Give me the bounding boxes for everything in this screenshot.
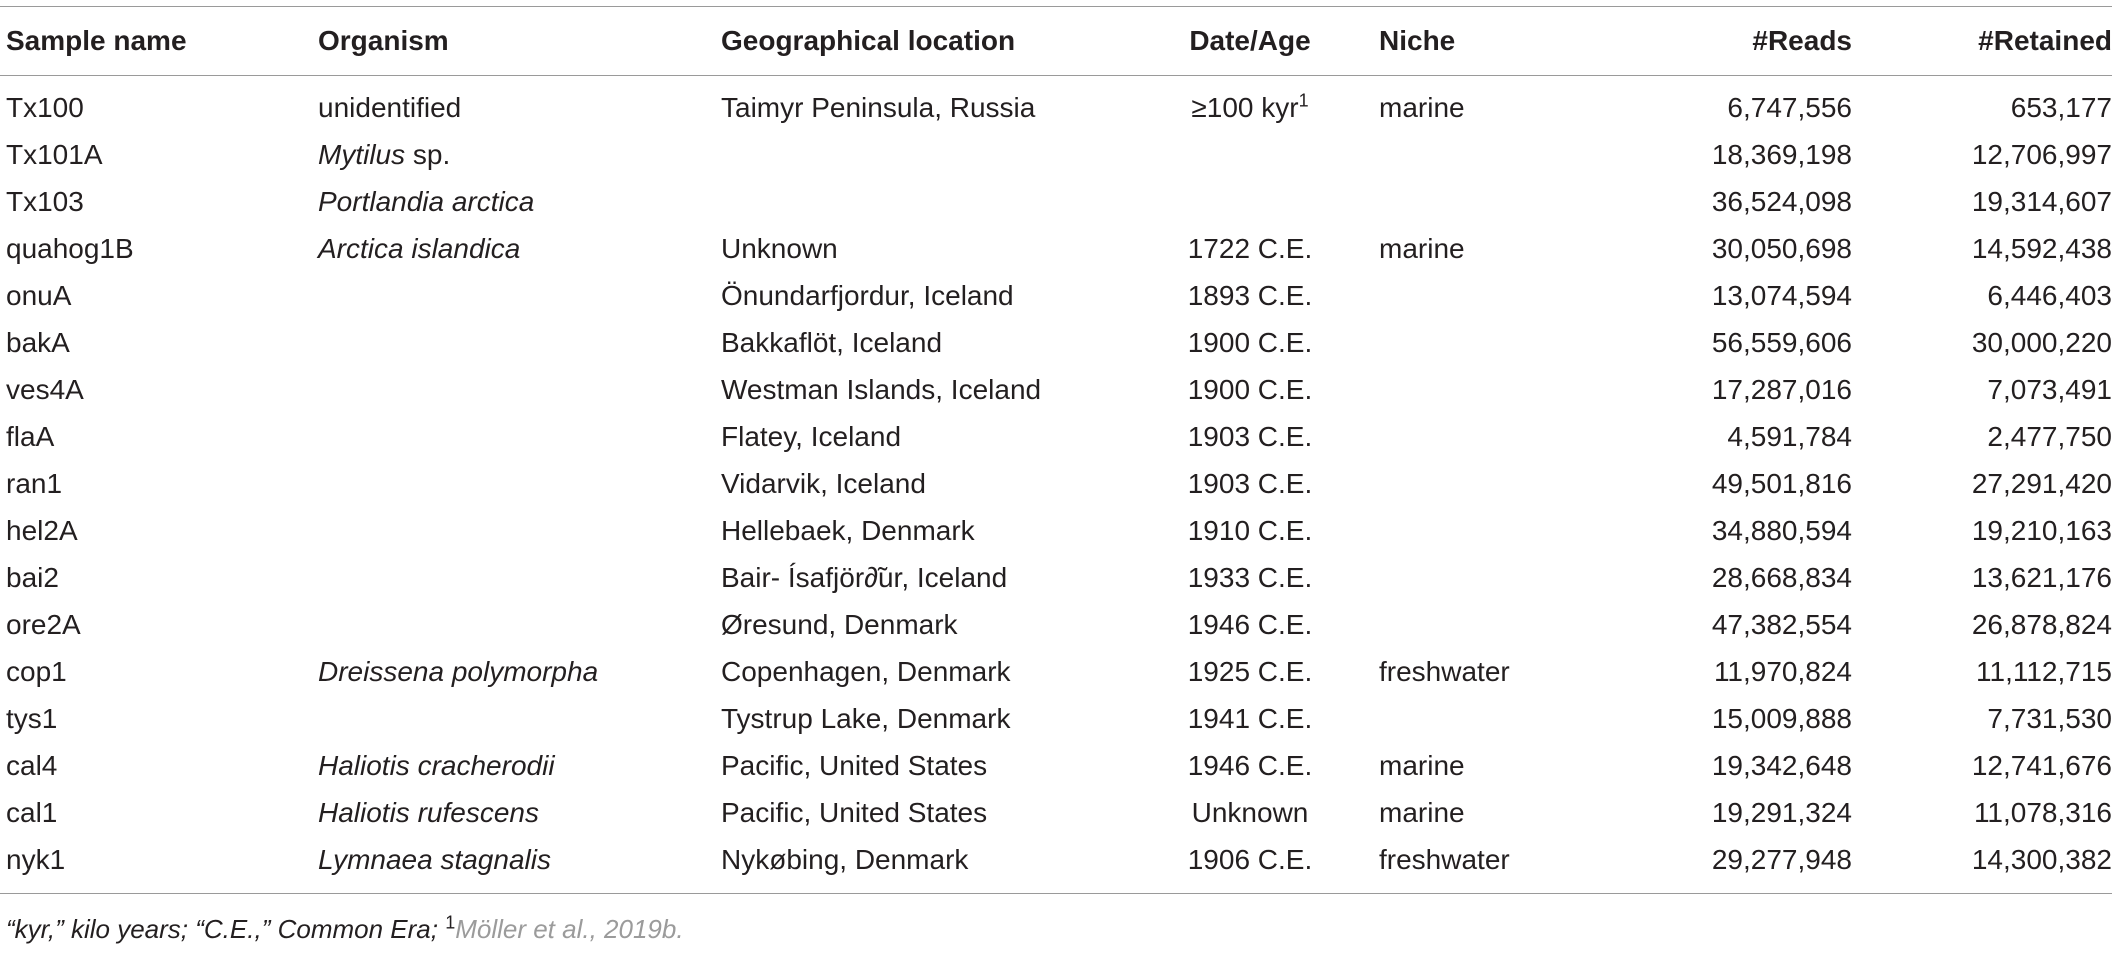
- cell-date: 1933 C.E.: [1187, 561, 1313, 593]
- cell-retained: 19,314,607: [1971, 185, 2112, 217]
- table-body: [0, 76, 2112, 894]
- header-sample-name: Sample name: [6, 25, 187, 56]
- header-geographical-location: Geographical location: [721, 25, 1016, 56]
- cell-sample-name: Tx103: [6, 185, 84, 217]
- header-niche: Niche: [1379, 25, 1456, 56]
- cell-sample-name: cal4: [6, 749, 58, 781]
- cell-retained: 11,078,316: [1973, 796, 2112, 828]
- cell-retained: 19,210,163: [1971, 514, 2112, 546]
- header-retained: #Retained: [1978, 25, 2112, 56]
- cell-location: Taimyr Peninsula, Russia: [721, 91, 1036, 123]
- cell-organism: [318, 272, 721, 319]
- cell-reads: 36,524,098: [1711, 185, 1852, 217]
- cell-date: 1903 C.E.: [1187, 420, 1313, 452]
- cell-reads: 13,074,594: [1711, 279, 1852, 311]
- footnote-marker: 1: [1298, 90, 1309, 111]
- cell-organism: [318, 413, 721, 460]
- cell-niche: [1379, 272, 1599, 319]
- cell-date: 1722 C.E.: [1187, 232, 1313, 264]
- table-row: [0, 131, 2112, 178]
- cell-niche: marine: [1379, 796, 1465, 828]
- cell-niche: [1379, 366, 1599, 413]
- cell-reads: 29,277,948: [1711, 843, 1852, 875]
- cell-date: 1903 C.E.: [1187, 467, 1313, 499]
- cell-retained: 13,621,176: [1971, 561, 2112, 593]
- cell-retained: 7,731,530: [1987, 702, 2112, 734]
- cell-sample-name: ran1: [6, 467, 63, 499]
- cell-date: 1900 C.E.: [1187, 373, 1313, 405]
- cell-sample-name: Tx101A: [6, 138, 103, 170]
- cell-location: Øresund, Denmark: [721, 608, 958, 640]
- cell-retained: 14,300,382: [1971, 843, 2112, 875]
- cell-location: [721, 131, 1121, 178]
- cell-reads: 49,501,816: [1711, 467, 1852, 499]
- cell-location: Bakkaflöt, Iceland: [721, 326, 943, 358]
- cell-organism: [318, 131, 721, 178]
- table-row: [0, 460, 2112, 507]
- cell-organism: [318, 319, 721, 366]
- cell-reads: 19,342,648: [1711, 749, 1852, 781]
- cell-date: [1121, 178, 1379, 225]
- cell-reads: 47,382,554: [1711, 608, 1852, 640]
- cell-niche: [1379, 319, 1599, 366]
- cell-retained: 14,592,438: [1971, 232, 2112, 264]
- cell-niche: [1379, 413, 1599, 460]
- cell-niche: [1379, 131, 1599, 178]
- cell-niche: freshwater: [1379, 655, 1510, 687]
- cell-organism: [318, 460, 721, 507]
- cell-reads: 56,559,606: [1711, 326, 1852, 358]
- cell-organism: Portlandia arctica: [318, 185, 535, 217]
- table-row: [0, 648, 2112, 695]
- cell-sample-name: quahog1B: [6, 232, 134, 264]
- cell-location: Hellebaek, Denmark: [721, 514, 975, 546]
- table-row: [0, 742, 2112, 789]
- table-row: [0, 554, 2112, 601]
- cell-location: Nykøbing, Denmark: [721, 843, 969, 875]
- footnote-superscript: 1: [445, 912, 456, 933]
- cell-location: Bair- Ísafjör∂̃ur, Iceland: [721, 561, 1008, 593]
- cell-reads: 19,291,324: [1711, 796, 1852, 828]
- cell-retained: 11,112,715: [1976, 655, 2112, 687]
- cell-retained: 27,291,420: [1971, 467, 2112, 499]
- cell-location: Westman Islands, Iceland: [721, 373, 1042, 405]
- cell-date-text: ≥100 kyr: [1191, 91, 1299, 123]
- table-row: [0, 601, 2112, 648]
- cell-date: 1906 C.E.: [1187, 843, 1313, 875]
- cell-sample-name: ves4A: [6, 373, 84, 405]
- cell-date: 1946 C.E.: [1187, 749, 1313, 781]
- cell-sample-name: bai2: [6, 561, 59, 593]
- cell-sample-name: Tx100: [6, 91, 84, 123]
- table-row: [0, 695, 2112, 742]
- cell-niche: marine: [1379, 232, 1465, 264]
- cell-sample-name: onuA: [6, 279, 72, 311]
- cell-date: [1121, 76, 1379, 132]
- cell-location: Unknown: [721, 232, 838, 264]
- cell-niche: [1379, 601, 1599, 648]
- cell-date: 1893 C.E.: [1187, 279, 1313, 311]
- cell-location: Flatey, Iceland: [721, 420, 902, 452]
- table-footnote: [6, 914, 684, 945]
- table-row: [0, 413, 2112, 460]
- cell-niche: marine: [1379, 749, 1465, 781]
- cell-reads: 11,970,824: [1713, 655, 1852, 687]
- cell-sample-name: cop1: [6, 655, 67, 687]
- header-organism: Organism: [318, 25, 449, 56]
- header-reads: #Reads: [1752, 25, 1852, 56]
- cell-organism: [318, 554, 721, 601]
- table-row: [0, 225, 2112, 272]
- table-row: [0, 366, 2112, 413]
- cell-niche: freshwater: [1379, 843, 1510, 875]
- cell-niche: [1379, 178, 1599, 225]
- table-row: [0, 272, 2112, 319]
- cell-organism: Dreissena polymorpha: [318, 655, 599, 687]
- cell-retained: 12,706,997: [1971, 138, 2112, 170]
- cell-location: [721, 178, 1121, 225]
- header-row: [0, 7, 2112, 76]
- cell-niche: [1379, 695, 1599, 742]
- cell-date: 1941 C.E.: [1187, 702, 1313, 734]
- cell-niche: [1379, 507, 1599, 554]
- cell-date: Unknown: [1191, 796, 1309, 828]
- cell-reads: 17,287,016: [1711, 373, 1852, 405]
- cell-sample-name: cal1: [6, 796, 58, 828]
- cell-retained: 653,177: [2010, 91, 2112, 123]
- table-row: [0, 319, 2112, 366]
- cell-location: Copenhagen, Denmark: [721, 655, 1011, 687]
- table-header: [0, 7, 2112, 76]
- cell-sample-name: nyk1: [6, 843, 66, 875]
- cell-retained: 2,477,750: [1987, 420, 2112, 452]
- cell-location: Pacific, United States: [721, 749, 988, 781]
- cell-sample-name: flaA: [6, 420, 55, 452]
- cell-reads: 18,369,198: [1711, 138, 1852, 170]
- cell-organism: [318, 366, 721, 413]
- cell-date: 1900 C.E.: [1187, 326, 1313, 358]
- cell-reads: 30,050,698: [1711, 232, 1852, 264]
- cell-retained: 6,446,403: [1987, 279, 2112, 311]
- cell-date: 1946 C.E.: [1187, 608, 1313, 640]
- table-row: [0, 76, 2112, 132]
- cell-location: Vidarvik, Iceland: [721, 467, 926, 499]
- table-row: [0, 836, 2112, 894]
- cell-organism: [318, 507, 721, 554]
- cell-date: 1910 C.E.: [1187, 514, 1313, 546]
- cell-sample-name: bakA: [6, 326, 70, 358]
- cell-organism-genus: Mytilus: [318, 138, 406, 170]
- cell-location: Pacific, United States: [721, 796, 988, 828]
- cell-date: 1925 C.E.: [1187, 655, 1313, 687]
- table-row: [0, 789, 2112, 836]
- cell-organism: Arctica islandica: [318, 232, 521, 264]
- cell-reads: 28,668,834: [1711, 561, 1852, 593]
- cell-location: Önundarfjordur, Iceland: [721, 279, 1014, 311]
- cell-organism: [318, 695, 721, 742]
- cell-organism-suffix: sp.: [405, 138, 451, 170]
- cell-niche: [1379, 460, 1599, 507]
- cell-reads: 6,747,556: [1727, 91, 1852, 123]
- cell-niche: marine: [1379, 91, 1465, 123]
- cell-organism: unidentified: [318, 91, 462, 123]
- cell-niche: [1379, 554, 1599, 601]
- cell-reads: 15,009,888: [1711, 702, 1852, 734]
- cell-retained: 30,000,220: [1971, 326, 2112, 358]
- cell-organism: [318, 601, 721, 648]
- cell-organism: Haliotis cracherodii: [318, 749, 555, 781]
- cell-retained: 26,878,824: [1971, 608, 2112, 640]
- cell-organism: Haliotis rufescens: [318, 796, 539, 828]
- cell-organism: Lymnaea stagnalis: [318, 843, 551, 875]
- cell-sample-name: hel2A: [6, 514, 78, 546]
- cell-reads: 4,591,784: [1727, 420, 1852, 452]
- footnote-text: “kyr,” kilo years; “C.E.,” Common Era;: [6, 914, 446, 944]
- cell-location: Tystrup Lake, Denmark: [721, 702, 1011, 734]
- reference-link[interactable]: Möller et al., 2019b.: [455, 914, 684, 944]
- table-row: [0, 178, 2112, 225]
- cell-retained: 12,741,676: [1971, 749, 2112, 781]
- table-row: [0, 507, 2112, 554]
- header-date-age: Date/Age: [1189, 25, 1311, 56]
- cell-sample-name: tys1: [6, 702, 58, 734]
- cell-reads: 34,880,594: [1711, 514, 1852, 546]
- cell-sample-name: ore2A: [6, 608, 81, 640]
- cell-date: [1121, 131, 1379, 178]
- samples-table: [0, 6, 2112, 894]
- cell-retained: 7,073,491: [1987, 373, 2112, 405]
